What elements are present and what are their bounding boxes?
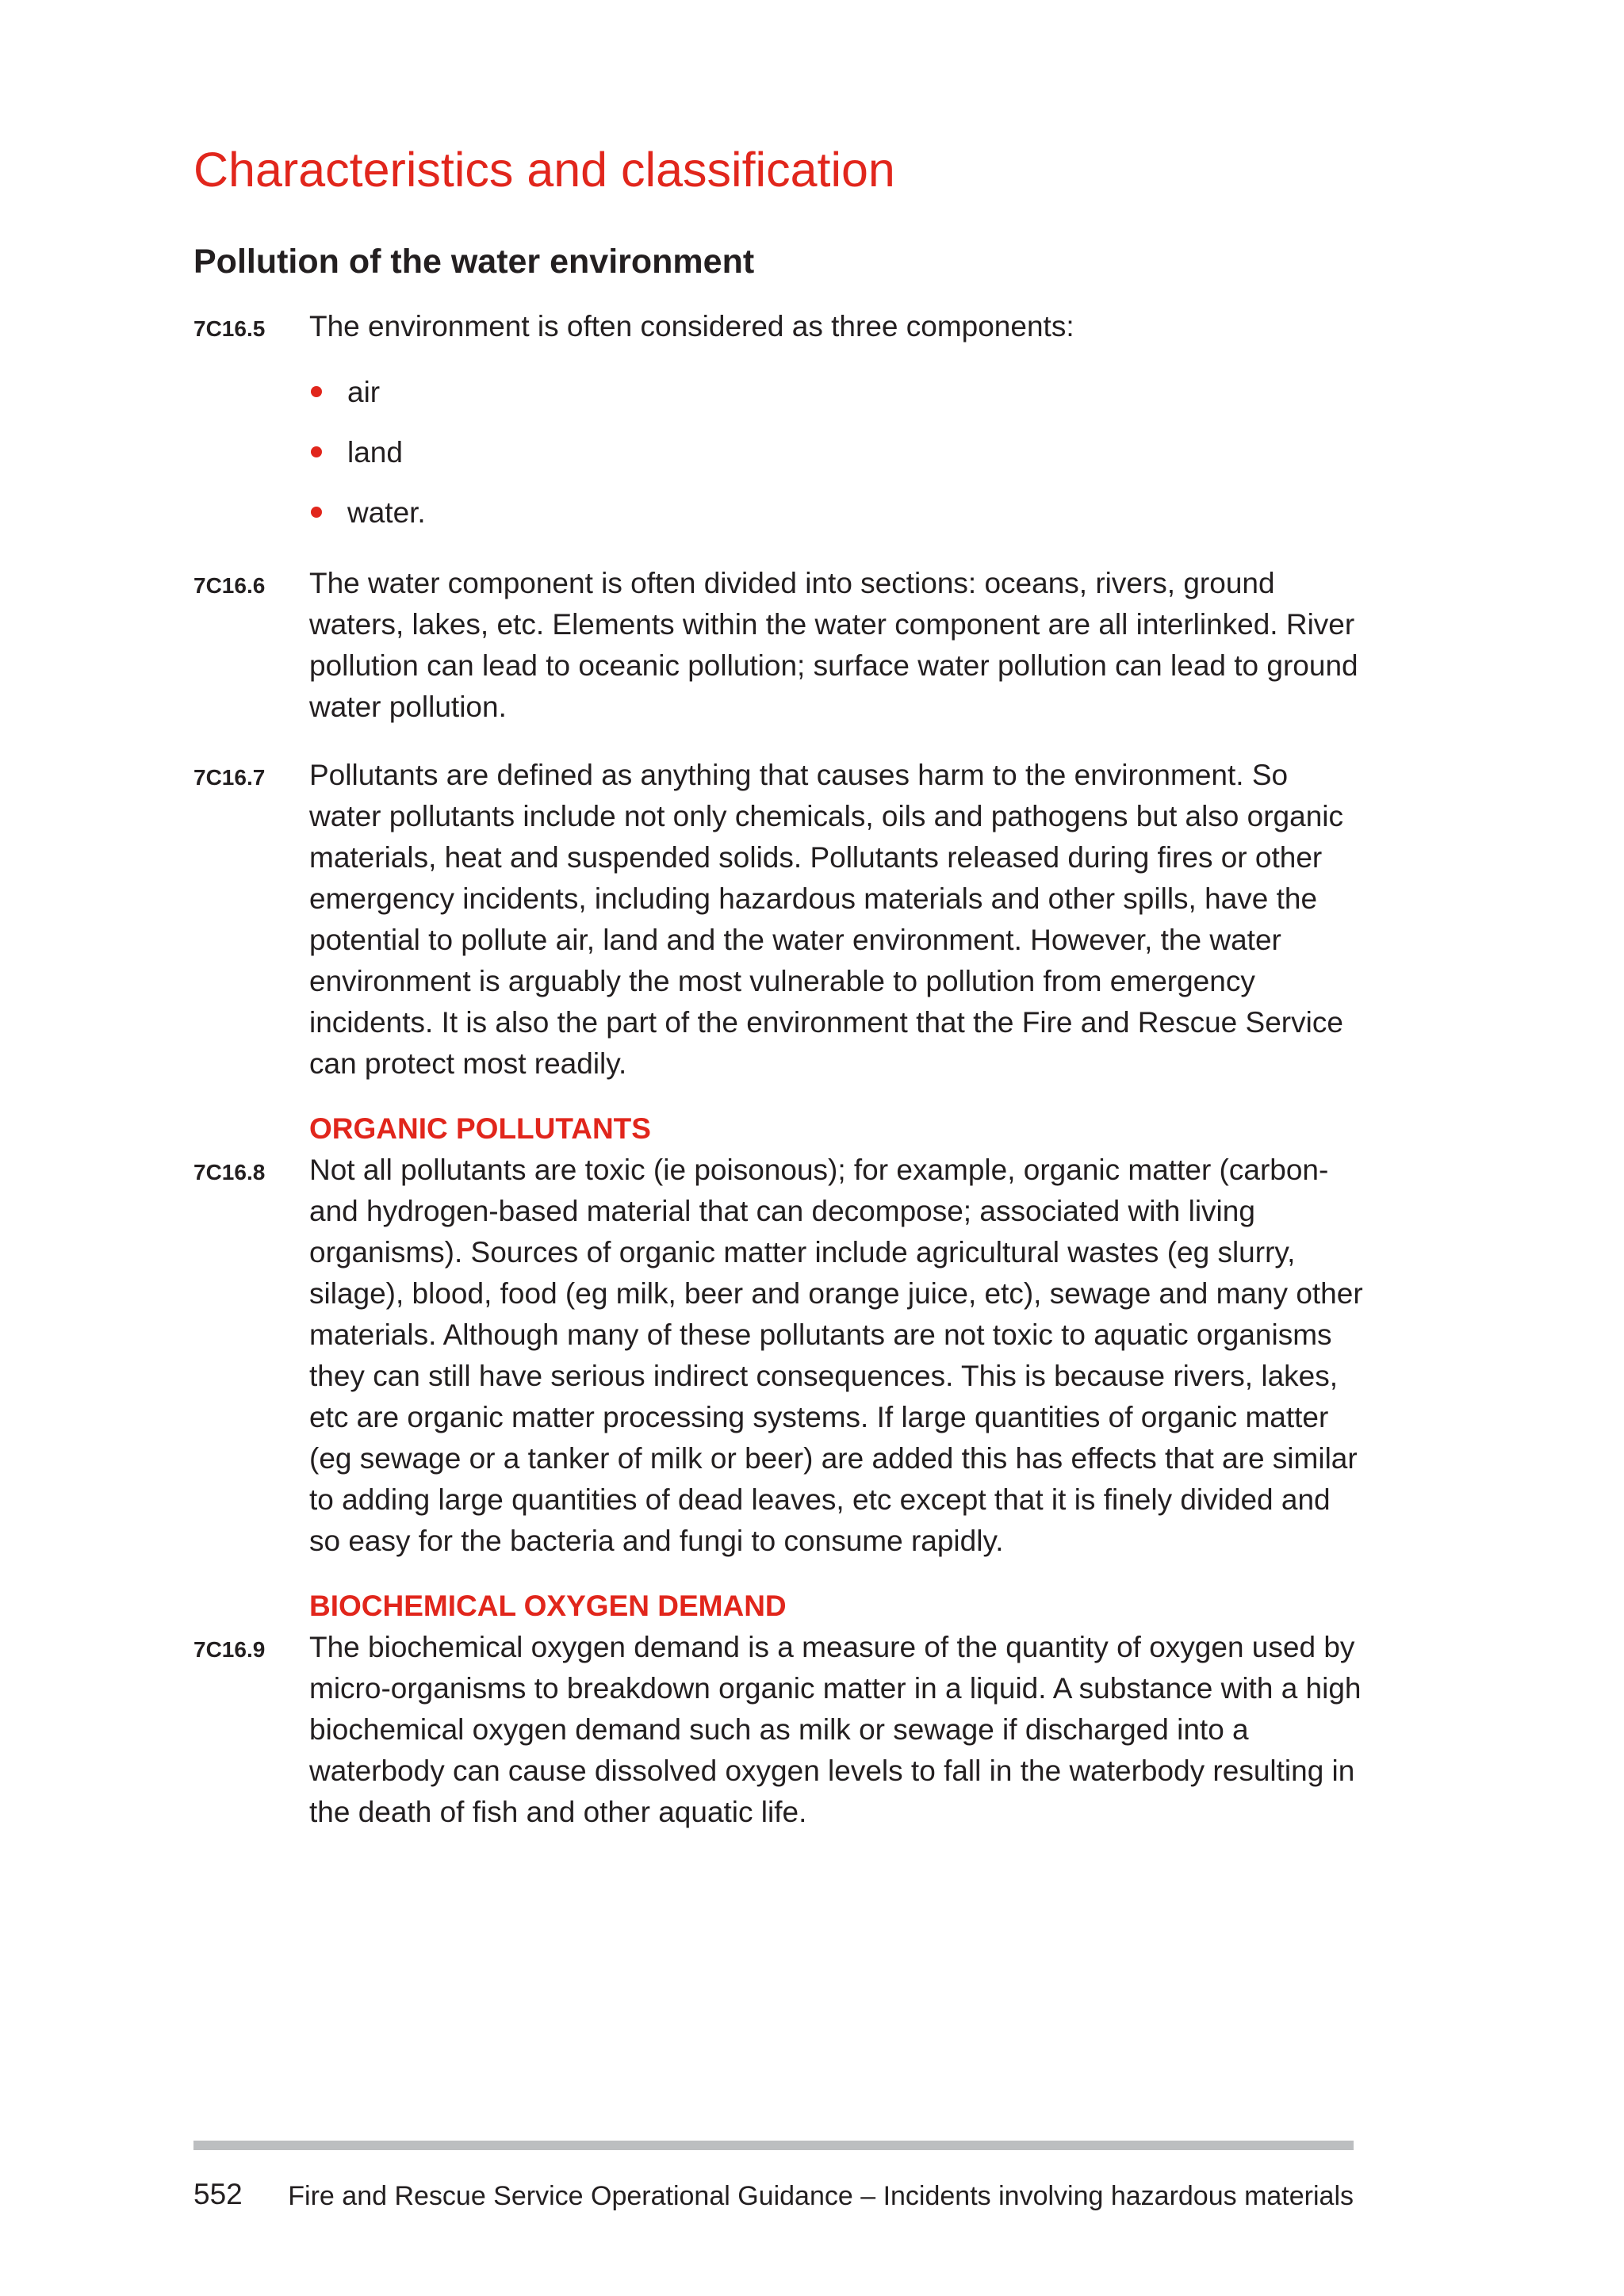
paragraph-text: Not all pollutants are toxic (ie poisonous); for example, organic matter (carbon- and hydrogen-based material that can decompose; associated with living organisms). Sources of organic matter include agricultural wastes (eg slurry, silage), blood, food (eg milk, beer and orange juice, etc), sewage and many other materials. Although many of these pollutants are not toxic to aquatic organisms they can still have serious indirect consequences. This is because rivers, lakes, etc are organic matter processing systems. If large quantities of organic matter (eg sewage or a tanker of milk or beer) are added this has effects that are similar to adding large quantities of dead leaves, etc except that it is finely divided and so easy for the bacteria and fungi to consume rapidly.: [309, 1154, 1363, 1557]
paragraph-text: The environment is often considered as three components:: [309, 310, 1074, 342]
section-heading: Pollution of the water environment: [193, 243, 755, 281]
paragraph-text: Pollutants are defined as anything that causes harm to the environment. So water pollutants include not only chemicals, oils and pathogens but also organic materials, heat and suspended solids. Pollutants released during fires or other emergency incidents, including hazardous materials and other spills, have the potential to pollute air, land and the water environment. However, the water environment is arguably the most vulnerable to pollution from emergency incidents. It is also the part of the environment that the Fire and Rescue Service can protect most readily.: [309, 759, 1344, 1080]
page-number: 552: [193, 2178, 243, 2210]
paragraph-7c16-6: [193, 563, 1363, 728]
paragraph-number: 7C16.5: [193, 316, 266, 341]
paragraph-number: 7C16.7: [193, 765, 266, 790]
paragraph-text: The biochemical oxygen demand is a measure of the quantity of oxygen used by micro-organisms to breakdown organic matter in a liquid. A substance with a high biochemical oxygen demand such as milk or sewage if discharged into a waterbody can cause dissolved oxygen levels to fall in the waterbody resulting in the death of fish and other aquatic life.: [309, 1631, 1362, 1828]
list-item: [309, 432, 426, 492]
list-item-text: water.: [347, 496, 426, 529]
paragraph-number: 7C16.8: [193, 1160, 266, 1184]
footer-publication-title: Fire and Rescue Service Operational Guidance – Incidents involving hazardous materials: [288, 2181, 1354, 2211]
list-item-text: land: [347, 436, 403, 469]
paragraph-7c16-8: [193, 1150, 1363, 1562]
list-item: [309, 492, 426, 553]
page-title: Characteristics and classification: [193, 143, 895, 197]
bullet-icon: [311, 386, 322, 397]
list-item-text: air: [347, 376, 381, 408]
bullet-icon: [311, 446, 322, 457]
paragraph-number: 7C16.6: [193, 573, 266, 598]
paragraph-number: 7C16.9: [193, 1637, 266, 1662]
paragraph-7c16-7: [193, 755, 1363, 1085]
list-item: [309, 372, 426, 432]
footer-divider: [193, 2141, 1354, 2150]
paragraph-7c16-5: [193, 306, 1363, 347]
subheading-organic-pollutants: ORGANIC POLLUTANTS: [309, 1112, 651, 1145]
components-list: [309, 372, 426, 553]
paragraph-text: The water component is often divided into sections: oceans, rivers, ground waters, lakes, etc. Elements within the water component are all interlinked. River pollution can lead to oceanic pollution; surface water pollution can lead to ground water pollution.: [309, 567, 1358, 723]
subheading-biochemical-oxygen-demand: BIOCHEMICAL OXYGEN DEMAND: [309, 1590, 787, 1622]
paragraph-7c16-9: [193, 1627, 1363, 1833]
bullet-icon: [311, 507, 322, 518]
